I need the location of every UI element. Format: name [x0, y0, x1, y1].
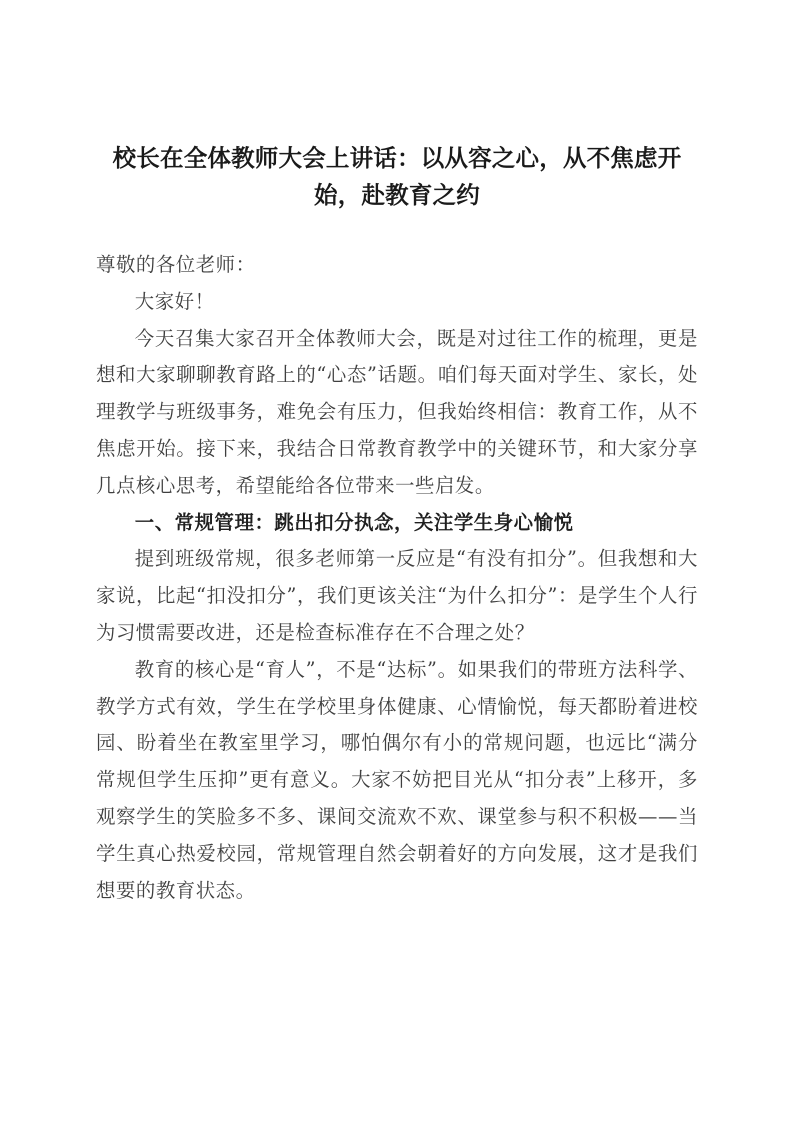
page-title: 校长在全体教师大会上讲话：以从容之心，从不焦虑开始，赴教育之约: [112, 144, 682, 209]
section-1-paragraph-2: 教育的核心是“育人”，不是“达标”。如果我们的带班方法科学、教学方式有效，学生在学校里身体健康、心情愉悦，每天都盼着进校园、盼着坐在教室里学习，哪怕偶尔有小的常规问题，也远比“满分常规但学生压抑”更有意义。大家不妨把目光从“扣分表”上移开，多观察学生的笑脸多不多、课间交流欢不欢、课堂参与积不积极——当学生真心热爱校园，常规管理自然会朝着好的方向发展，这才是我们想要的教育状态。: [96, 657, 698, 902]
salutation-line: 尊敬的各位老师：: [96, 253, 256, 276]
opening-paragraph: 今天召集大家召开全体教师大会，既是对过往工作的梳理，更是想和大家聊聊教育路上的“心态”话题。咱们每天面对学生、家长，处理教学与班级事务，难免会有压力，但我始终相信：教育工作，从不焦虑开始。接下来，我结合日常教育教学中的关键环节，和大家分享几点核心思考，希望能给各位带来一些启发。: [96, 326, 698, 497]
greeting-paragraph: 大家好！: [134, 289, 215, 313]
document-body: [96, 140, 698, 909]
section-heading-1: 一、常规管理：跳出扣分执念，关注学生身心愉悦: [134, 510, 574, 534]
section-1-paragraph-1: 提到班级常规，很多老师第一反应是“有没有扣分”。但我想和大家说，比起“扣没扣分”，我们更该关注“为什么扣分”：是学生个人行为习惯需要改进，还是检查标准存在不合理之处？: [96, 547, 698, 644]
